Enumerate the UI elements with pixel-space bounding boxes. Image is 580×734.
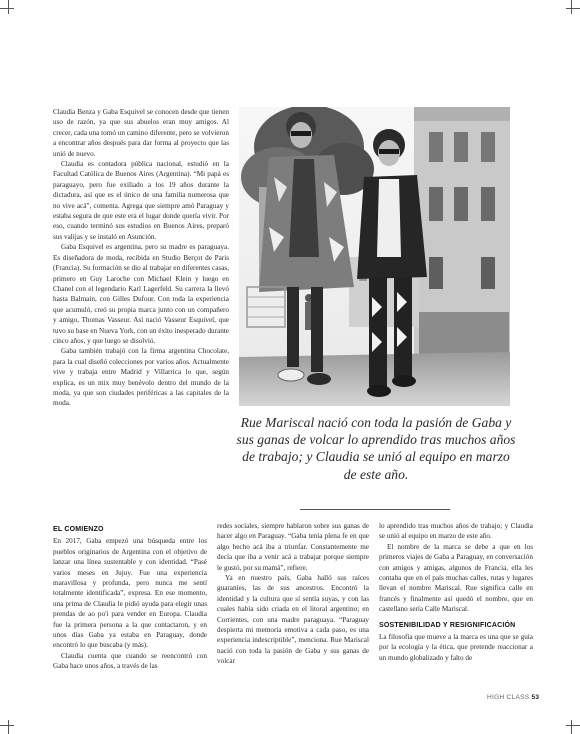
page-number: 53 — [531, 694, 540, 701]
body-paragraph: redes sociales, siempre hablaron sobre sus ganas de hacer algo en Paraguay. “Gaba tenía plena fe en que algo hecho acá iba a triunfar. Constantemente me decía que iba a venir acá a trabajar porque siempre le gustó, por su mamá”, refiere. — [217, 522, 369, 572]
body-paragraph: Gaba también trabajó con la firma argentina Chocolate, para la cual diseñó colecciones por varios años. Actualmente vive y trabaja entre Madrid y Villarrica lo que, según explica, es un mix muy benévolo dentro del mundo de la moda, ya que son ciudades periféricas a las capitales de la moda. — [53, 347, 229, 408]
body-paragraph: Gaba Esquivel es argentina, pero su madre es paraguaya. Es diseñadora de moda, recibida en Studio Berçot de Paris (Francia). Su formación se dio al trabajar en diferentes casas, primero en Guy Laroche con Michael Klein y luego en Chanel con el legendario Karl Lagerfeld. Su carrera la llevó hasta Balmain, con Gilles Dufour. Con toda la experiencia que acumuló, creó su propia marca junto con un compañero y amigo, Thomas Vasseur. Así nació Vasseur Esquivel, que tuvo su base en Nueva York, con un éxito inesperado durante cinco años, y que luego se disolvió. — [53, 243, 229, 345]
crop-mark — [571, 720, 572, 734]
lower-column-2 — [217, 521, 369, 667]
crop-mark — [0, 725, 14, 726]
crop-mark — [0, 8, 14, 9]
body-paragraph: Claudia cuenta que cuando se reencontró con Gaba hace unos años, a través de las — [53, 651, 207, 671]
crop-mark — [566, 8, 580, 9]
crop-mark — [8, 720, 9, 734]
street-portrait-illustration — [239, 107, 510, 406]
page-footer — [487, 694, 539, 701]
pull-quote-rule — [300, 509, 450, 510]
lower-column-1 — [53, 521, 207, 672]
section-heading: EL COMIENZO — [53, 526, 104, 533]
intro-column — [53, 107, 229, 409]
body-paragraph: La filosofía que mueve a la marca es una que se guía por la ecología y la ética, que pretende reaccionar a un mundo globalizado y falto de — [379, 633, 533, 662]
pull-quote: Rue Mariscal nació con toda la pasión de Gaba y sus ganas de volcar lo aprendido tras muchos años de trabajo; y Claudia se unió al equipo en marzo de este año. — [236, 415, 516, 482]
body-paragraph: lo aprendido tras muchos años de trabajo; y Claudia se unió al equipo en marzo de este año. — [379, 522, 533, 541]
feature-photo — [239, 107, 510, 406]
body-paragraph: En 2017, Gaba empezó una búsqueda entre los pueblos originarios de Argentina con el objetivo de lanzar una línea sustentable y con identidad. “Pasé varios meses en Jujuy. Fue una experiencia maravillosa y profunda, pero nunca me sentí totalmente identificada”, expresa. En ese momento, una prima de Claudia le pidió ayuda para elegir unas prendas de ao po'i para vender en Europa. Claudia fue la primera persona a la que contactaron, y en unos días Gaba ya estaba en Paraguay, donde encontró lo que buscaba (y más). — [53, 537, 207, 650]
crop-mark — [566, 725, 580, 726]
crop-mark — [571, 0, 572, 14]
body-paragraph: Ya en nuestro país, Gaba halló sus raíces guaraníes, las de sus ancestros. Encontró la identidad y la cultura que sí sentía suyas, y con las cuales había sido criada en el litoral argentino; en Corrientes, con una madre paraguaya. “Paraguay despierta mi memoria emotiva a cada paso, es una experiencia indescriptible”, menciona. Rue Mariscal nació con toda la pasión de Gaba y sus ganas de volcar — [217, 574, 369, 666]
magazine-name: HIGH CLASS — [487, 694, 530, 701]
body-paragraph: El nombre de la marca se debe a que en los primeros viajes de Gaba a Paraguay, en conversación con amigos y amigas, algunos de Francia, ella les contaba que en el país muchas calles, rutas y lugares llevan el nombre Mariscal. Rue significa calle en francés y finalmente así quedó el nombre, que en castellano sería Calle Mariscal. — [379, 542, 533, 614]
section-heading: SOSTENIBILIDAD Y RESIGNIFICACIÓN — [379, 621, 516, 629]
crop-mark — [8, 0, 9, 14]
body-paragraph: Claudia es contadora pública nacional, estudió en la Facultad Católica de Buenos Aires (Argentina). “Mi papá es paraguayo, pero fue exiliado a los 19 años durante la dictadura, así que es el único de una familia numerosa que no vive acá”, comenta. Agrega que siempre amó Paraguay y estaba segura de que este era el lugar donde quería vivir. Por eso, cuando terminó sus estudios en Buenos Aires, preparó sus valijas y se instaló en Asunción. — [53, 160, 229, 241]
body-paragraph: Claudia Benza y Gaba Esquivel se conocen desde que tienen uso de razón, ya que sus abuelos eran muy amigos. Al crecer, cada una tomó un camino diferente, pero se volvieron a encontrar años después para dar forma al proyecto que las unió de nuevo. — [53, 108, 229, 158]
lower-column-3 — [379, 521, 533, 663]
